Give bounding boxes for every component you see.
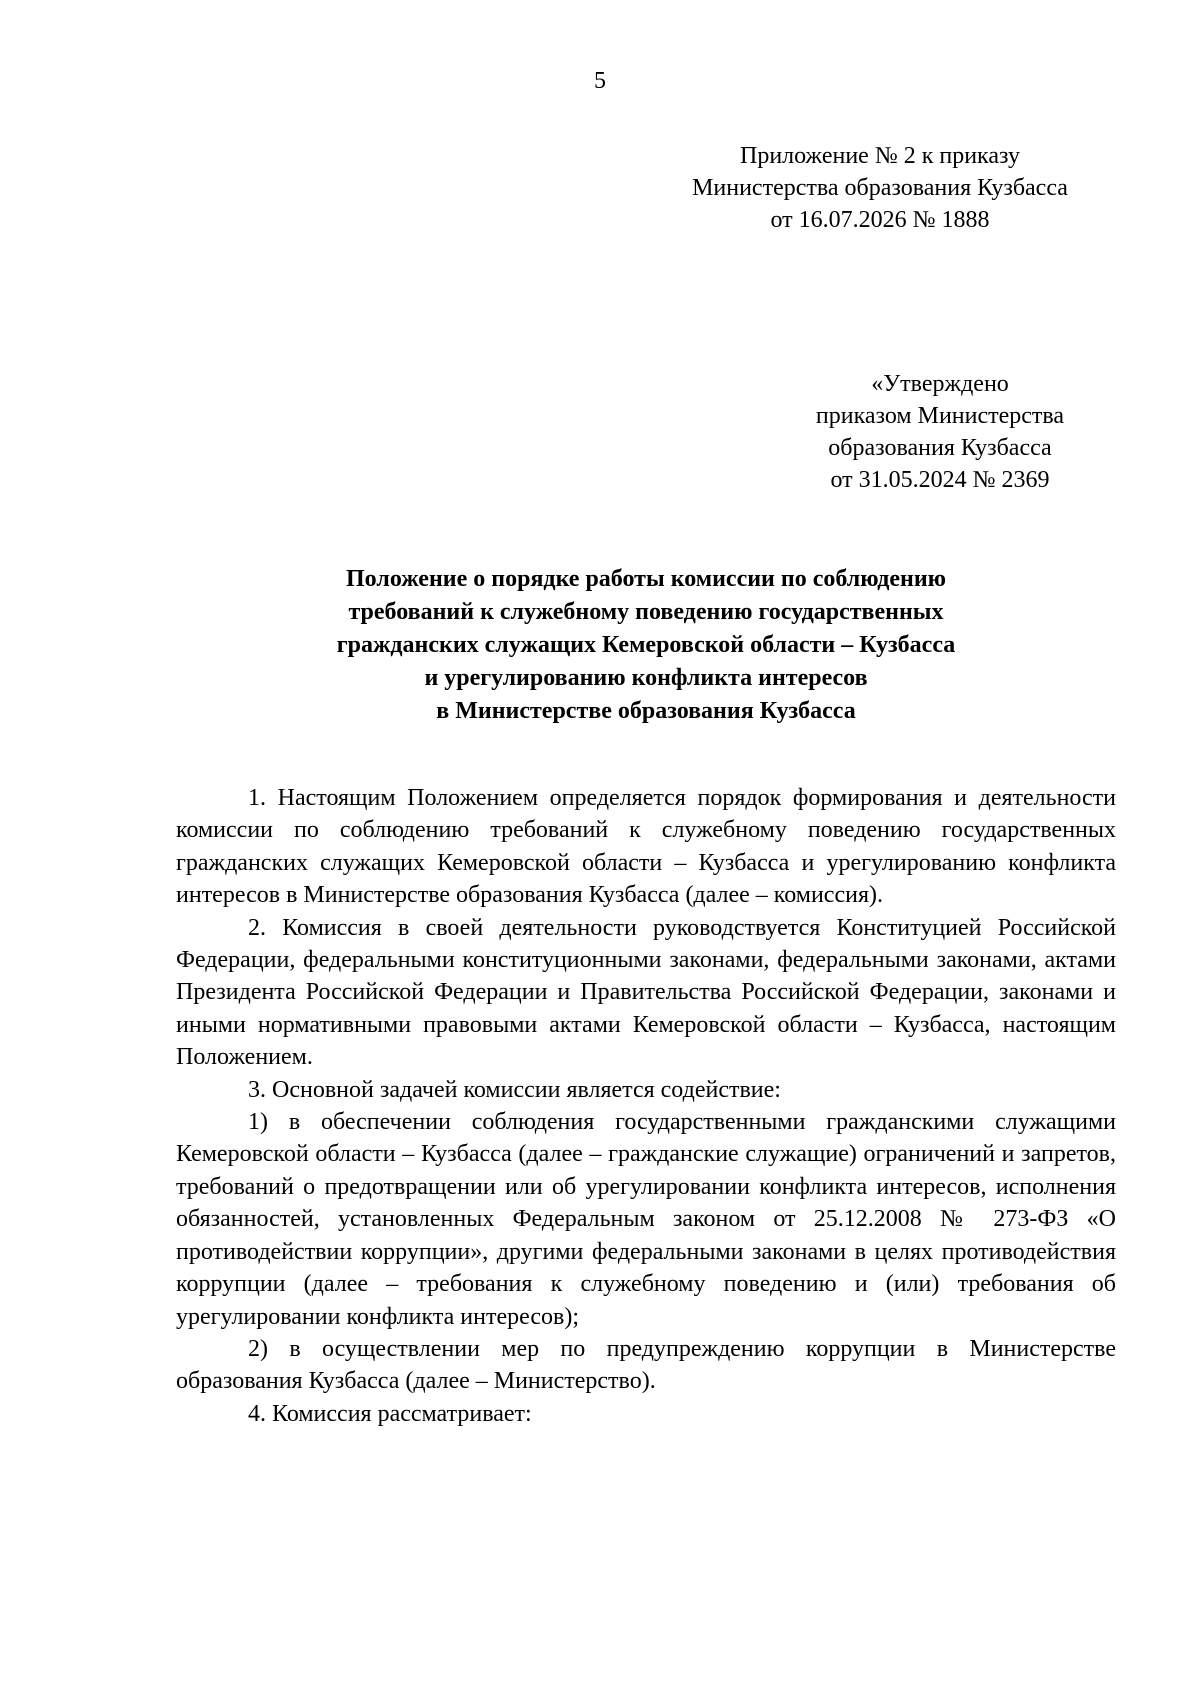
- paragraph-3-item-2: 2) в осуществлении мер по предупреждению коррупции в Министерстве образования Кузбасса (далее – Министерство).: [176, 1335, 1116, 1395]
- page-number: 5: [594, 68, 606, 94]
- approval-line: образования Кузбасса: [828, 435, 1052, 461]
- title-line: требований к служебному поведению государственных: [348, 599, 944, 625]
- title-line: в Министерстве образования Кузбасса: [436, 698, 856, 724]
- title-line: и урегулированию конфликта интересов: [424, 665, 868, 691]
- paragraph-4: 4. Комиссия рассматривает:: [248, 1400, 532, 1427]
- approval-block: [780, 368, 1100, 496]
- appendix-block: [650, 140, 1110, 236]
- paragraph-2: 2. Комиссия в своей деятельности руководствуется Конституцией Российской Федерации, федеральными конституционными законами, федеральными законами, актами Президента Российской Федерации и Правительства Российской Федерации, законами и иными нормативными правовыми актами Кемеровской области – Кузбасса, настоящим Положением.: [176, 914, 1116, 1071]
- paragraph-1: 1. Настоящим Положением определяется порядок формирования и деятельности комиссии по соблюдению требований к служебному поведению государственных гражданских служащих Кемеровской области – Кузбасса и урегулированию конфликта интересов в Министерстве образования Кузбасса (далее – комиссия).: [176, 785, 1116, 909]
- document-title: [176, 563, 1116, 728]
- approval-line: «Утверждено: [871, 371, 1009, 397]
- title-line: гражданских служащих Кемеровской области – Кузбасса: [336, 632, 956, 658]
- approval-line: от 31.05.2024 № 2369: [830, 467, 1050, 493]
- appendix-line: Приложение № 2 к приказу: [740, 143, 1020, 169]
- appendix-line: Министерства образования Кузбасса: [692, 175, 1068, 201]
- appendix-line: от 16.07.2026 № 1888: [770, 207, 990, 233]
- approval-line: приказом Министерства: [815, 403, 1065, 429]
- paragraph-3-item-1: 1) в обеспечении соблюдения государственными гражданскими служащими Кемеровской области – Кузбасса (далее – гражданские служащие) ограничений и запретов, требований о предотвращении или об урегулировании конфликта интересов, исполнения обязанностей, установленных Федеральным законом от 25.12.2008 № 273-ФЗ «О противодействии коррупции», другими федеральными законами в целях противодействия коррупции (далее – требования к служебному поведению и (или) требования об урегулировании конфликта интересов);: [176, 1109, 1116, 1330]
- paragraph-3: 3. Основной задачей комиссии является содействие:: [248, 1076, 781, 1103]
- document-body: [176, 782, 1116, 1430]
- title-line: Положение о порядке работы комиссии по соблюдению: [346, 566, 946, 592]
